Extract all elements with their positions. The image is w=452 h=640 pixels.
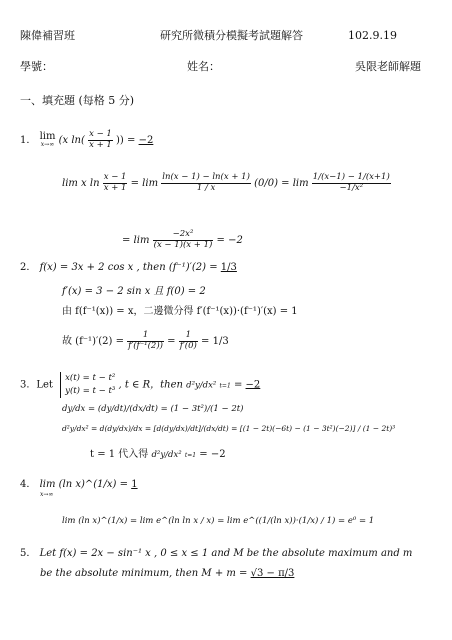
q1-s2-eq: = lim <box>122 234 150 246</box>
q1-s1-frac1 <box>103 173 128 194</box>
q2-l3-frac2 <box>179 331 198 352</box>
q3-deriv: d²y/dx² <box>186 380 217 391</box>
q3-system <box>60 372 115 398</box>
q3-line2 <box>90 450 226 460</box>
q2-num: 2． <box>20 262 37 273</box>
q5-stmt: Let f(x) = 2x − sin⁻¹ x , 0 ≤ x ≤ 1 and M be the absolute maximum and m <box>39 548 413 559</box>
q3-num: 3．Let <box>20 379 53 391</box>
q1-s2-frac <box>153 230 214 251</box>
q1-frac-den: x + 1 <box>89 139 112 150</box>
q1-s2-res: = −2 <box>216 234 243 246</box>
q1-s1-pre: lim x ln <box>62 177 100 189</box>
q3-l2-at: t=1 <box>184 452 197 459</box>
q3-mid: , t ∈ R，then <box>118 379 183 391</box>
q1-s1-eq2: = lim <box>281 177 309 189</box>
q3-line1a: dy/dx = (dy/dt)/(dx/dt) = (1 − 3t²)/(1 − 2t) <box>62 404 244 414</box>
q1-s1-frac3-num: 1/(x−1) − 1/(x+1) <box>312 172 390 182</box>
q4-answer: 1 <box>131 479 138 490</box>
q2-statement <box>20 263 237 273</box>
q3-line1b: d²y/dx² = d(dy/dx)/dx = [d(dy/dx)/dt]/(dx/dt) = [(1 − 2t)(−6t) − (1 − 3t²)(−2)] / (1 − 2t)³ <box>62 424 396 433</box>
q3-l2-res: = −2 <box>199 449 226 460</box>
q5-statement <box>20 549 412 559</box>
q2-l3-frac2-den: f′(0) <box>179 340 197 351</box>
q1-s1-frac3 <box>312 173 391 194</box>
section-title: 一、填充題 (每格 5 分) <box>20 94 135 107</box>
q3-at: t=1 <box>219 382 231 390</box>
q1-step1 <box>62 173 391 194</box>
q1-step2 <box>122 230 243 251</box>
q2-l3-frac1-num: 1 <box>127 331 164 342</box>
q2-l3-res: = 1/3 <box>201 335 229 347</box>
q3-statement: 3．Let x(t) = t − t² y(t) = t − t³ , t ∈ R，then d²y/dx² t=1 = −2 <box>20 373 261 396</box>
q1-frac <box>88 130 113 151</box>
q1-num: 1． <box>20 134 37 146</box>
q1-answer: −2 <box>138 134 154 146</box>
q5-statement-2 <box>40 569 294 579</box>
q2-l3-frac1 <box>127 331 164 352</box>
q5-answer: √3 − π/3 <box>250 568 295 579</box>
q4-line1: lim (ln x)^(1/x) = lim e^(ln ln x / x) = lim e^((1/(ln x))·(1/x) / 1) = e⁰ = 1 <box>62 516 375 526</box>
q1-s2-frac-num: −2x² <box>153 230 214 241</box>
q2-line1: f′(x) = 3 − 2 sin x 且 f(0) = 2 <box>62 286 206 297</box>
q4-num: 4． <box>20 479 37 490</box>
name-label: 姓名： <box>187 60 220 73</box>
q1-s1-frac2-den: 1 / x <box>196 182 216 193</box>
q5-stmt2: be the absolute minimum, then M + m = <box>40 568 248 579</box>
q4-stmt: lim (ln x)^(1/x) = <box>39 479 128 490</box>
q2-l3-frac2-num: 1 <box>179 331 198 342</box>
q3-l2-pre: t = 1 代入得 <box>90 449 149 460</box>
q4-statement <box>20 480 138 490</box>
q2-stmt: f(x) = 3x + 2 cos x , then (f⁻¹)′(2) = <box>39 262 218 273</box>
q1-lim-sub: x→∞ <box>40 141 55 149</box>
q3-sys1: x(t) = t − t² <box>65 373 116 383</box>
q1-s1-form: (0/0) <box>254 177 278 189</box>
q2-line2: 由 f(f⁻¹(x)) = x，二邊微分得 f′(f⁻¹(x))·(f⁻¹)′(x) = 1 <box>62 306 298 317</box>
q5-num: 5． <box>20 548 37 559</box>
q3-answer: −2 <box>245 379 261 391</box>
q2-line3: 故 (f⁻¹)′(2) = $\frac{1}{\text{f′(f⁻¹(2))}}$ = $\frac{1}{f'(0)}$ = 1/3 <box>62 330 229 351</box>
q1-pre: (x ln( <box>58 134 85 146</box>
q1-s1-frac1-num: x − 1 <box>103 172 127 182</box>
q1-s1-frac1-den: x + 1 <box>103 182 127 193</box>
q1-s1-frac2 <box>161 173 251 194</box>
q2-l3-pre: 故 (f⁻¹)′(2) = <box>62 335 124 347</box>
q2-answer: 1/3 <box>220 262 237 273</box>
q1-s1-eq: = lim <box>130 177 159 189</box>
q3-sys2: y(t) = t − t³ <box>65 385 116 396</box>
teacher-name: 吳限老師解題 <box>355 60 421 73</box>
q1-s1-frac3-den: −1/x² <box>339 182 364 193</box>
exam-date: 102.9.19 <box>348 29 397 42</box>
q1-s1-frac2-num: ln(x − 1) − ln(x + 1) <box>162 172 250 182</box>
q2-l3-frac1-den: f′(f⁻¹(2)) <box>128 340 163 351</box>
student-no-label: 學號： <box>20 60 53 73</box>
q1-post: )) = <box>116 134 136 146</box>
q4-sub: x→∞ <box>40 491 54 498</box>
q1-lim: lim <box>39 131 56 143</box>
q1-s2-frac-den: (x − 1)(x + 1) <box>153 239 213 250</box>
q3-l2-deriv: d²y/dx² <box>151 450 182 460</box>
q1-statement <box>20 130 153 151</box>
exam-title: 研究所微積分模擬考試題解答 <box>160 29 303 42</box>
q1-frac-num: x − 1 <box>89 129 112 139</box>
school-name: 陳偉補習班 <box>20 29 75 42</box>
